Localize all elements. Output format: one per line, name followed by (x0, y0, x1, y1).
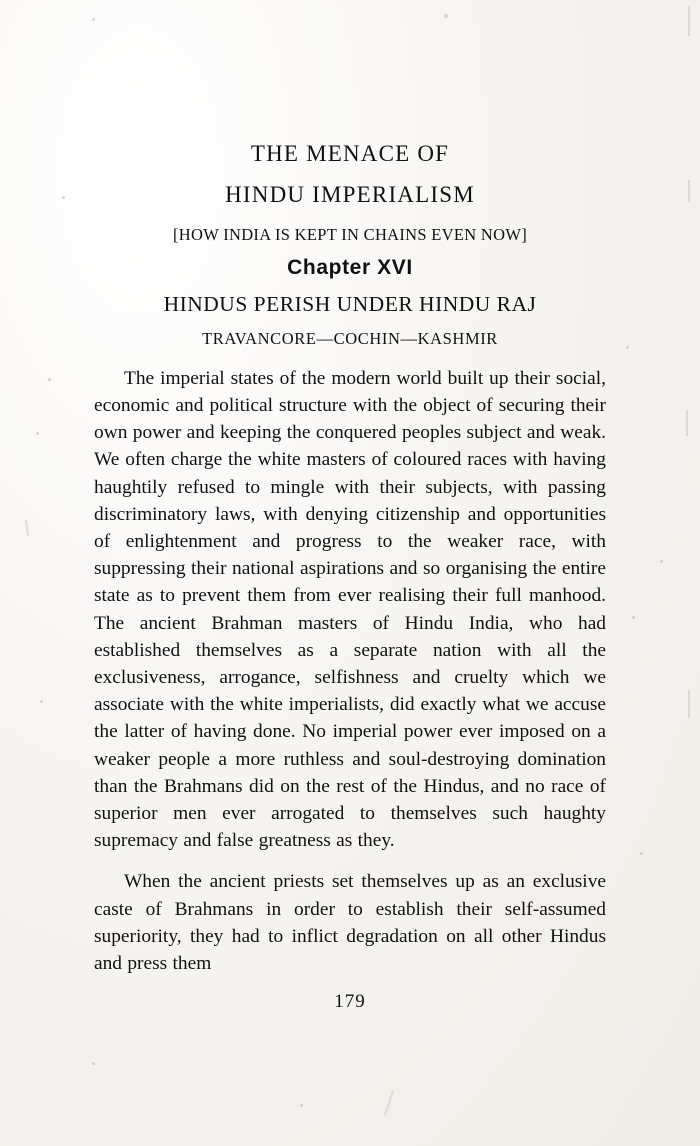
body-text (94, 365, 606, 977)
paragraph: The imperial states of the modern world built up their social, economic and political structure with the object of securing their own power and keeping the conquered peoples subject and weak. We often charge the white masters of coloured races with having haughtily refused to mingle with their subjects, with passing discriminatory laws, with denying citizenship and opportunities of enlightenment and progress to the weaker race, with suppressing their national aspirations and so organising the entire state as to prevent them from ever realising their full manhood. The ancient Brahman masters of Hindu India, who had established themselves as a separate nation with all the exclusiveness, arrogance, selfishness and cruelty which we associate with the white imperialists, did exactly what we accuse the latter of having done. No imperial power ever imposed on a weaker people a more ruthless and soul-destroying domination than the Brahmans did on the rest of the Hindus, and no race of superior men ever arrogated to themselves such haughty supremacy and false greatness as they. (94, 367, 606, 852)
chapter-title: HINDUS PERISH UNDER HINDU RAJ (163, 291, 537, 316)
book-title-line-2: HINDU IMPERIALISM (225, 182, 475, 208)
book-subtitle: [HOW INDIA IS KEPT IN CHAINS EVEN NOW] (172, 224, 528, 244)
chapter-number: Chapter XVI (287, 255, 413, 279)
scan-speck (300, 1104, 303, 1107)
title-block (0, 138, 700, 349)
book-title-line-1: THE MENACE OF (250, 141, 450, 166)
chapter-subtitle: TRAVANCORE—COCHIN—KASHMIR (202, 328, 498, 348)
paragraph: When the ancient priests set themselves up as an exclusive caste of Brahmans in order to establish their self-assumed superiority, they had to inflict degradation on all other Hindus and press them (94, 871, 606, 974)
scan-speck (92, 1062, 95, 1065)
page-number: 179 (334, 991, 366, 1013)
